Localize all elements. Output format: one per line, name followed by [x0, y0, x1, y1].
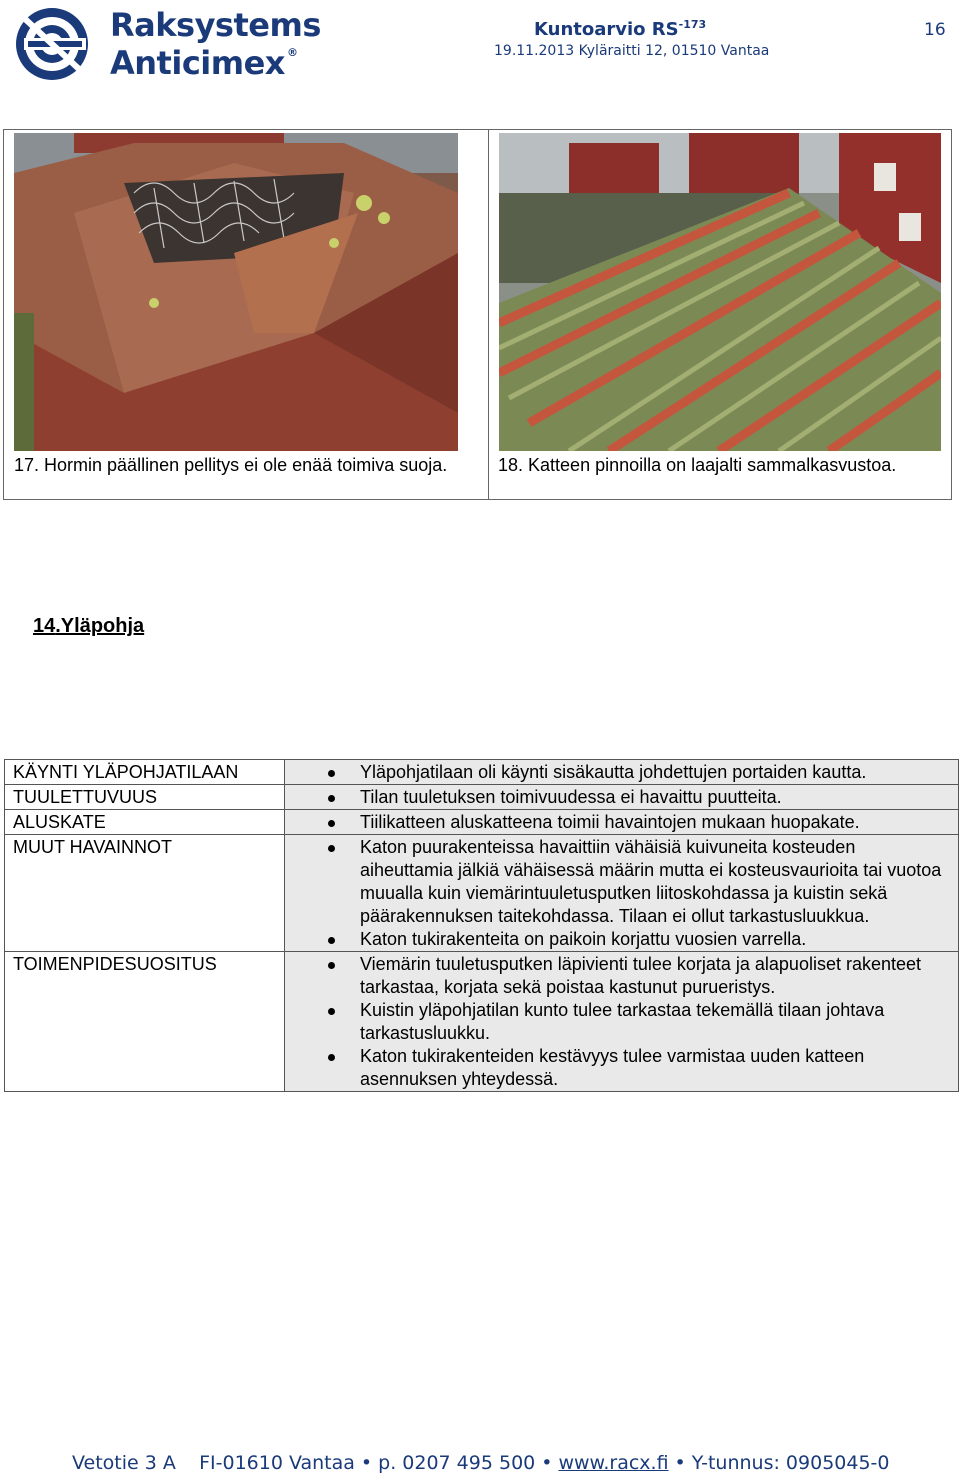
- footer-separator: •: [360, 1452, 373, 1474]
- section-title: .Yläpohja: [55, 615, 145, 637]
- photo-caption-1: 17. Hormin päällinen pellitys ei ole enää toimiva suoja.: [14, 455, 448, 475]
- footer-phone: p. 0207 495 500: [378, 1452, 536, 1474]
- logo-mark-icon: [4, 4, 104, 84]
- row-content: [285, 835, 959, 952]
- row-content: [285, 810, 959, 835]
- list-item: [285, 761, 950, 784]
- list-item-text: Katon tukirakenteita on paikoin korjattu vuosien varrella.: [360, 929, 807, 949]
- row-label: TOIMENPIDESUOSITUS: [5, 952, 285, 1092]
- page-number: 16: [924, 20, 946, 40]
- table-row: [5, 785, 959, 810]
- list-item-text: Katon tukirakenteiden kestävyys tulee varmistaa uuden katteen asennuksen yhteydessä.: [360, 1046, 865, 1089]
- registered-mark: ®: [286, 46, 298, 59]
- footer-separator: •: [674, 1452, 686, 1474]
- list-item: [285, 1045, 950, 1091]
- footer-website-link[interactable]: www.racx.fi: [558, 1452, 669, 1474]
- row-label: MUUT HAVAINNOT: [5, 835, 285, 952]
- list-item: [285, 836, 950, 928]
- footer-business-id: Y-tunnus: 0905045-0: [691, 1452, 890, 1474]
- photo-roof-tiles: [499, 133, 941, 451]
- findings-table: [4, 759, 959, 1092]
- bullet-icon: [328, 795, 335, 802]
- table-row: [5, 835, 959, 952]
- footer-postal: FI-01610 Vantaa: [199, 1452, 355, 1474]
- photo-divider: [488, 130, 489, 499]
- bullet-list: [285, 760, 958, 784]
- photo-chimney: [14, 133, 458, 451]
- table-row: [5, 952, 959, 1092]
- company-logo: [4, 4, 334, 86]
- document-title-sup: -173: [678, 18, 707, 31]
- list-item-text: Yläpohjatilaan oli käynti sisäkautta johdettujen portaiden kautta.: [360, 762, 867, 782]
- document-title: [534, 18, 706, 40]
- photo-caption-2: 18. Katteen pinnoilla on laajalti sammalkasvustoa.: [498, 455, 897, 475]
- footer-separator: •: [541, 1452, 553, 1474]
- row-content: [285, 760, 959, 785]
- list-item-text: Tiilikatteen aluskatteena toimii havaintojen mukaan huopakate.: [360, 812, 860, 832]
- list-item: [285, 953, 950, 999]
- table-row: [5, 760, 959, 785]
- bullet-icon: [328, 820, 335, 827]
- bullet-icon: [328, 962, 335, 969]
- section-heading: [33, 615, 144, 638]
- row-content: [285, 952, 959, 1092]
- list-item: [285, 786, 950, 809]
- bullet-list: [285, 952, 958, 1091]
- row-content: [285, 785, 959, 810]
- document-subtitle: 19.11.2013 Kyläraitti 12, 01510 Vantaa: [494, 43, 770, 59]
- page-footer: [72, 1452, 890, 1474]
- list-item-text: Kuistin yläpohjatilan kunto tulee tarkastaa tekemällä tilaan johtava tarkastusluukku.: [360, 1000, 885, 1043]
- list-item: [285, 999, 950, 1045]
- row-label: KÄYNTI YLÄPOHJATILAAN: [5, 760, 285, 785]
- bullet-icon: [328, 937, 335, 944]
- brand-name-text: Anticimex: [110, 44, 285, 82]
- footer-address: Vetotie 3 A: [72, 1452, 176, 1474]
- section-number: 14: [33, 615, 56, 637]
- row-label: TUULETTUVUUS: [5, 785, 285, 810]
- bullet-list: [285, 810, 958, 834]
- list-item-text: Tilan tuuletuksen toimivuudessa ei havaittu puutteita.: [360, 787, 782, 807]
- bullet-list: [285, 835, 958, 951]
- list-item: [285, 811, 950, 834]
- bullet-icon: [328, 1054, 335, 1061]
- list-item-text: Viemärin tuuletusputken läpivienti tulee korjata ja alapuoliset rakenteet tarkastaa, korjata sekä poistaa kastunut purueristys.: [360, 954, 922, 997]
- bullet-icon: [328, 845, 335, 852]
- bullet-icon: [328, 1008, 335, 1015]
- row-label: ALUSKATE: [5, 810, 285, 835]
- photo-table: [3, 129, 952, 500]
- list-item-text: Katon puurakenteissa havaittiin vähäisiä kuivuneita kosteuden aiheuttamia jälkiä vähäisessä määrin mutta ei kosteusvaurioita tai vuotoa muualla kuin viemärintuuletusputken liitoskohdassa ja kuistin sekä päärakennuksen taitekohdassa. Tilaan ei ollut tarkastusluukkua.: [360, 837, 942, 926]
- bullet-list: [285, 785, 958, 809]
- document-title-text: Kuntoarvio RS: [534, 19, 679, 40]
- table-row: [5, 810, 959, 835]
- bullet-icon: [328, 770, 335, 777]
- brand-name-line2: [110, 44, 297, 82]
- brand-name-line1: Raksystems: [110, 6, 321, 44]
- list-item: [285, 928, 950, 951]
